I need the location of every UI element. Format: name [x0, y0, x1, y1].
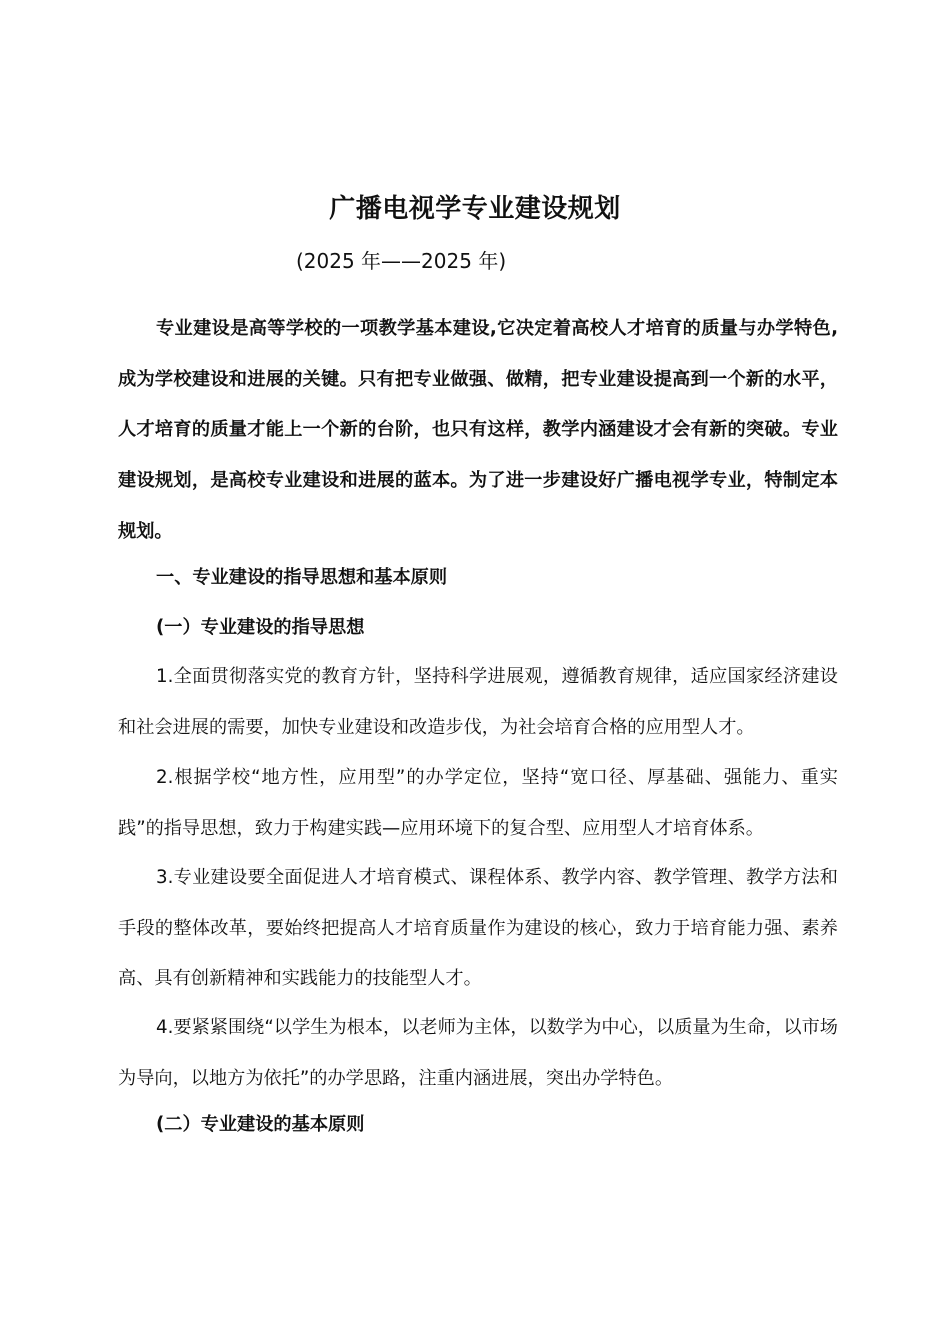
guideline-item-3: 3.专业建设要全面促进人才培育模式、课程体系、教学内容、教学管理、教学方法和手段的整体改革，要始终把提高人才培育质量作为建设的核心，致力于培育能力强、素养高、具有创新精神和实践能力的技能型人才。 [118, 867, 838, 990]
guideline-item-2: 2.根据学校“地方性，应用型”的办学定位，坚持“宽口径、厚基础、强能力、重实践”的指导思想，致力于构建实践—应用环境下的复合型、应用型人才培育体系。 [118, 767, 838, 839]
section-heading-1: 一、专业建设的指导思想和基本原则 [156, 567, 448, 588]
document-title: 广播电视学专业建设规划 [329, 194, 621, 224]
guideline-item-1: 1.全面贯彻落实党的教育方针，坚持科学进展观，遵循教育规律，适应国家经济建设和社会进展的需要，加快专业建设和改造步伐，为社会培育合格的应用型人才。 [118, 666, 838, 738]
intro-paragraph: 专业建设是高等学校的一项教学基本建设,它决定着高校人才培育的质量与办学特色,成为学校建设和进展的关键。只有把专业做强、做精，把专业建设提高到一个新的水平，人才培育的质量才能上一个新的台阶，也只有这样，教学内涵建设才会有新的突破。专业建设规划，是高校专业建设和进展的蓝本。为了进一步建设好广播电视学专业，特制定本规划。 [118, 318, 838, 542]
document-subtitle: (2025 年——2025 年) [296, 249, 507, 273]
subsection-heading-1: (一）专业建设的指导思想 [156, 617, 365, 638]
subsection-heading-2: (二）专业建设的基本原则 [156, 1114, 365, 1135]
guideline-item-4: 4.要紧紧围绕“以学生为根本，以老师为主体，以数学为中心，以质量为生命，以市场为导向，以地方为依托”的办学思路，注重内涵进展，突出办学特色。 [118, 1017, 838, 1089]
